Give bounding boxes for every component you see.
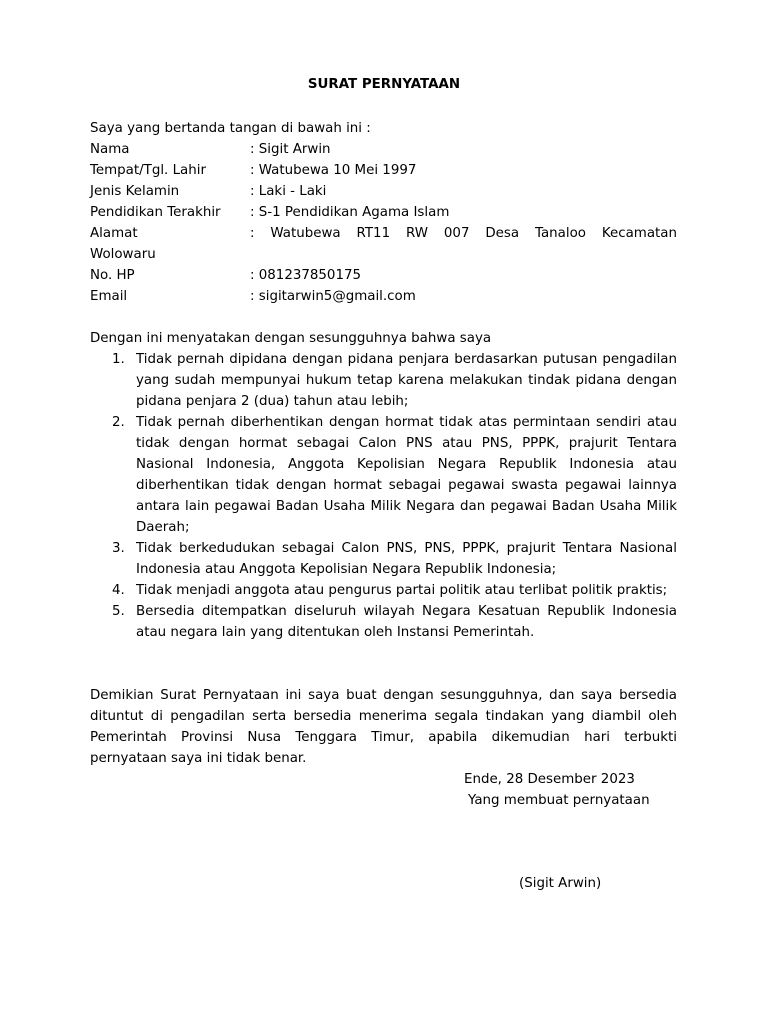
intro-text: Saya yang bertanda tangan di bawah ini : (90, 121, 371, 136)
list-item (90, 538, 677, 580)
phone-label: No. HP (90, 268, 135, 283)
address-label: Alamat (90, 226, 138, 241)
address-line-1 (90, 223, 677, 244)
name-value: : Sigit Arwin (250, 142, 331, 157)
identity-block (90, 139, 677, 307)
identity-row-address (90, 223, 677, 265)
list-item-text: Tidak berkedudukan sebagai Calon PNS, PNS, PPPK, prajurit Tentara Nasional Indonesia atau Anggota Kepolisian Negara Republik Indonesia; (136, 541, 677, 577)
email-label: Email (90, 289, 128, 304)
education-value: : S-1 Pendidikan Agama Islam (250, 205, 450, 220)
address-value-line1: : Watubewa RT11 RW 007 Desa Tanaloo Kecamatan (250, 226, 677, 241)
birth-value: : Watubewa 10 Mei 1997 (250, 163, 417, 178)
list-item-number: 5. (112, 604, 125, 619)
list-item (90, 349, 677, 412)
statement-intro: Dengan ini menyatakan dengan sesungguhnya bahwa saya (90, 331, 492, 346)
phone-value: : 081237850175 (250, 268, 362, 283)
address-value-line2: Wolowaru (90, 247, 156, 262)
gender-value: : Laki - Laki (250, 184, 327, 199)
signer-name: (Sigit Arwin) (519, 876, 602, 891)
gender-label: Jenis Kelamin (90, 184, 180, 199)
list-item-text: Tidak pernah dipidana dengan pidana penjara berdasarkan putusan pengadilan yang sudah mempunyai hukum tetap karena melakukan tindak pidana dengan pidana penjara 2 (dua) tahun atau lebih; (136, 352, 677, 409)
list-item (90, 601, 677, 643)
identity-row-birth (90, 160, 677, 181)
place-date: Ende, 28 Desember 2023 (464, 772, 635, 787)
list-item-number: 4. (112, 583, 125, 598)
list-item (90, 580, 677, 601)
list-item-number: 3. (112, 541, 125, 556)
document-title: SURAT PERNYATAAN (307, 77, 461, 92)
closing-paragraph: Demikian Surat Pernyataan ini saya buat dengan sesungguhnya, dan saya bersedia dituntut di pengadilan serta bersedia menerima segala tindakan yang diambil oleh Pemerintah Provinsi Nusa Tenggara Timur, apabila dikemudian hari terbukti pernyataan saya ini tidak benar. (90, 688, 677, 766)
list-item-text: Bersedia ditempatkan diseluruh wilayah Negara Kesatuan Republik Indonesia atau negara lain yang ditentukan oleh Instansi Pemerintah. (136, 604, 677, 640)
list-item-number: 1. (112, 352, 125, 367)
maker-label: Yang membuat pernyataan (468, 793, 650, 808)
education-label: Pendidikan Terakhir (90, 205, 221, 220)
identity-row-education (90, 202, 677, 223)
birth-label: Tempat/Tgl. Lahir (90, 163, 206, 178)
name-label: Nama (90, 142, 130, 157)
list-item (90, 412, 677, 538)
email-value: : sigitarwin5@gmail.com (250, 289, 416, 304)
identity-row-email (90, 286, 677, 307)
statement-list (90, 349, 677, 643)
identity-row-gender (90, 181, 677, 202)
identity-row-name (90, 139, 677, 160)
list-item-text: Tidak menjadi anggota atau pengurus partai politik atau terlibat politik praktis; (136, 583, 668, 598)
identity-row-phone (90, 265, 677, 286)
list-item-number: 2. (112, 415, 125, 430)
list-item-text: Tidak pernah diberhentikan dengan hormat tidak atas permintaan sendiri atau tidak dengan hormat sebagai Calon PNS atau PNS, PPPK, prajurit Tentara Nasional Indonesia, Anggota Kepolisian Negara Republik Indonesia atau diberhentikan tidak dengan hormat sebagai pegawai swasta pegawai lainnya antara lain pegawai Badan Usaha Milik Negara dan pegawai Badan Usaha Milik Daerah; (136, 415, 677, 535)
